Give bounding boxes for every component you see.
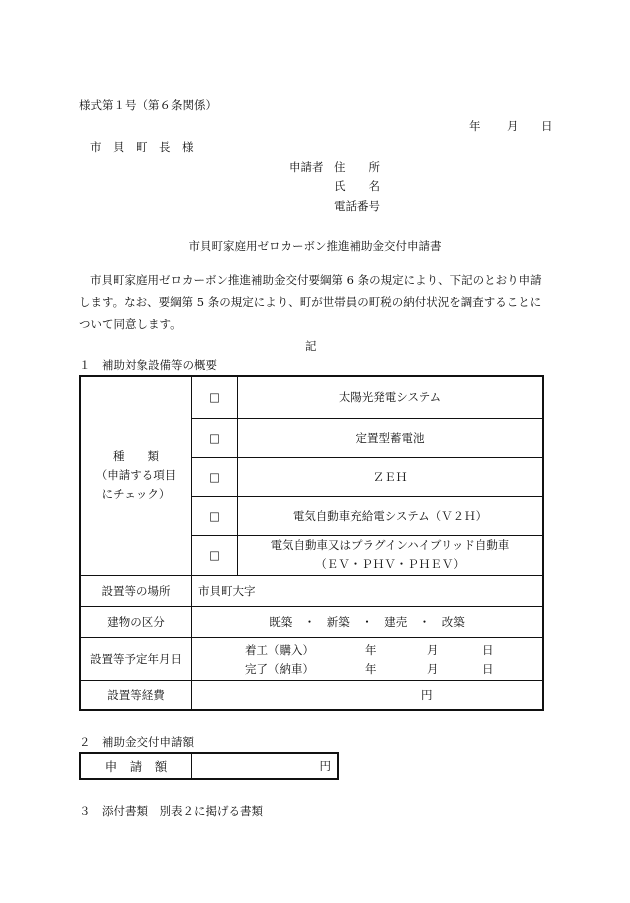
applicant-label: 申請者	[289, 160, 324, 174]
addressee: 市 貝 町 長 様	[90, 140, 194, 154]
checkbox-solar[interactable]: □	[192, 376, 238, 418]
name-label: 氏 名	[334, 179, 380, 193]
body-line-1: 市貝町家庭用ゼロカーボン推進補助金交付要綱第 6 条の規定により、下記のとおり申請	[90, 273, 542, 287]
section1-heading: １ 補助対象設備等の概要	[79, 358, 217, 372]
body-line-2: します。なお、要綱第 5 条の規定により、町が世帯員の町税の納付状況を調査することに	[79, 295, 542, 309]
ki-mark: 記	[305, 339, 317, 353]
schedule-label: 設置等予定年月日	[80, 637, 192, 680]
amount-value[interactable]: 円	[192, 753, 339, 779]
end-label: 完了（納車）	[245, 661, 314, 676]
checkbox-zeh[interactable]: □	[192, 457, 238, 496]
item-v2h: 電気自動車充給電システム（Ｖ２Ｈ）	[238, 496, 544, 535]
amount-table	[79, 752, 339, 780]
location-label: 設置等の場所	[80, 575, 192, 606]
item-zeh: ＺＥＨ	[238, 457, 544, 496]
body-line-3: ついて同意します。	[79, 317, 182, 331]
cost-label: 設置等経費	[80, 680, 192, 710]
item-battery: 定置型蓄電池	[238, 418, 544, 457]
start-year: 年	[365, 642, 377, 657]
end-day: 日	[482, 661, 494, 676]
phone-label: 電話番号	[334, 199, 380, 213]
cost-value[interactable]: 円	[192, 680, 544, 710]
address-label: 住 所	[334, 160, 380, 174]
item-solar: 太陽光発電システム	[238, 376, 544, 418]
end-year: 年	[365, 661, 377, 676]
type-label-note-2: にチェック）	[101, 487, 171, 502]
section2-heading: ２ 補助金交付申請額	[79, 735, 194, 749]
type-label-note-1: （申請する項目	[95, 468, 177, 483]
end-month: 月	[427, 661, 439, 676]
start-label: 着工（購入）	[245, 642, 314, 657]
date-day-label: 日	[541, 119, 553, 133]
schedule-dates-block	[192, 638, 542, 680]
form-number: 様式第１号（第６条関係）	[79, 98, 217, 112]
item-ev-line-1: 電気自動車又はプラグインハイブリッド自動車	[270, 538, 510, 552]
date-month-label: 月	[507, 119, 519, 133]
checkbox-ev[interactable]: □	[192, 535, 238, 575]
section3-heading: ３ 添付書類 別表２に掲げる書類	[79, 804, 263, 818]
building-label: 建物の区分	[80, 606, 192, 637]
checkbox-battery[interactable]: □	[192, 418, 238, 457]
building-options[interactable]: 既築 ・ 新築 ・ 建売 ・ 改築	[192, 606, 544, 637]
document-title: 市貝町家庭用ゼロカーボン推進補助金交付申請書	[188, 239, 442, 253]
type-label-cell	[80, 376, 192, 575]
item-ev	[238, 535, 544, 575]
equipment-table	[79, 375, 544, 711]
item-ev-line-2: （ＥＶ・ＰＨＶ・ＰＨＥＶ）	[315, 557, 465, 571]
amount-label: 申 請 額	[80, 753, 192, 779]
type-label: 種 類	[113, 449, 159, 464]
start-month: 月	[427, 642, 439, 657]
start-day: 日	[482, 642, 494, 657]
location-value[interactable]: 市貝町大字	[192, 575, 544, 606]
schedule-dates[interactable]	[192, 637, 544, 680]
date-year-label: 年	[469, 119, 481, 133]
checkbox-v2h[interactable]: □	[192, 496, 238, 535]
